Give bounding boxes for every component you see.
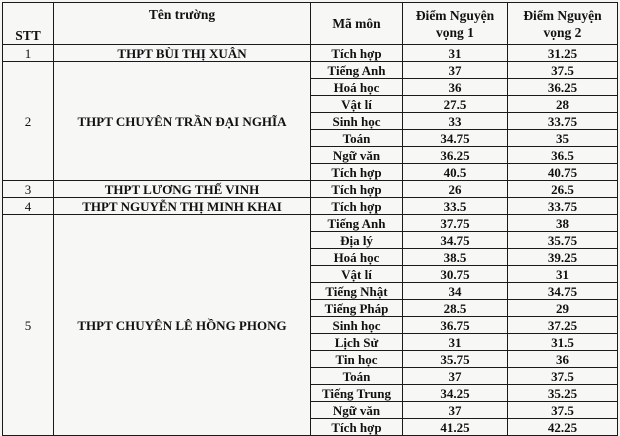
score-nv1-cell: 34.25 xyxy=(403,385,508,402)
score-nv2-cell: 26.5 xyxy=(508,181,618,198)
table-row xyxy=(3,181,618,198)
school-stt: 3 xyxy=(3,181,54,198)
score-nv1-cell: 26 xyxy=(403,181,508,198)
score-nv2-cell: 28 xyxy=(508,96,618,113)
score-nv2-cell: 35 xyxy=(508,130,618,147)
school-name: THPT BÙI THỊ XUÂN xyxy=(54,45,311,62)
table-row xyxy=(3,45,618,62)
subject-cell: Vật lí xyxy=(311,266,403,283)
school-name: THPT NGUYỄN THỊ MINH KHAI xyxy=(54,198,311,215)
subject-cell: Lịch Sử xyxy=(311,334,403,351)
header-school: Tên trường xyxy=(54,3,311,45)
score-nv2-cell: 37.5 xyxy=(508,62,618,79)
score-nv2-cell: 36 xyxy=(508,351,618,368)
score-nv2-cell: 42.25 xyxy=(508,419,618,436)
score-nv1-cell: 31 xyxy=(403,45,508,62)
score-nv2-cell: 40.75 xyxy=(508,164,618,181)
subject-cell: Tích hợp xyxy=(311,164,403,181)
score-nv1-cell: 35.75 xyxy=(403,351,508,368)
subject-cell: Tiếng Trung xyxy=(311,385,403,402)
score-nv1-cell: 27.5 xyxy=(403,96,508,113)
school-name: THPT CHUYÊN TRẦN ĐẠI NGHĨA xyxy=(54,62,311,181)
score-nv1-cell: 37 xyxy=(403,402,508,419)
subject-cell: Tiếng Nhật xyxy=(311,283,403,300)
subject-cell: Tiếng Anh xyxy=(311,215,403,232)
score-nv2-cell: 37.25 xyxy=(508,317,618,334)
school-stt: 4 xyxy=(3,198,54,215)
score-nv1-cell: 37 xyxy=(403,62,508,79)
score-nv2-cell: 33.75 xyxy=(508,198,618,215)
subject-cell: Tích hợp xyxy=(311,198,403,215)
header-subject: Mã môn xyxy=(311,3,403,45)
score-nv1-cell: 41.25 xyxy=(403,419,508,436)
school-stt: 5 xyxy=(3,215,54,436)
score-nv2-cell: 34.75 xyxy=(508,283,618,300)
score-nv1-cell: 38.5 xyxy=(403,249,508,266)
score-nv2-cell: 36.5 xyxy=(508,147,618,164)
admission-scores-table xyxy=(2,2,618,436)
subject-cell: Sinh học xyxy=(311,113,403,130)
score-nv1-cell: 31 xyxy=(403,334,508,351)
score-nv2-cell: 29 xyxy=(508,300,618,317)
subject-cell: Tích hợp xyxy=(311,45,403,62)
score-nv1-cell: 40.5 xyxy=(403,164,508,181)
score-nv1-cell: 28.5 xyxy=(403,300,508,317)
subject-cell: Tiếng Pháp xyxy=(311,300,403,317)
subject-cell: Tích hợp xyxy=(311,419,403,436)
table-row xyxy=(3,62,618,79)
score-nv2-cell: 39.25 xyxy=(508,249,618,266)
header-nv1: Điểm Nguyện vọng 1 xyxy=(403,3,508,45)
table-row xyxy=(3,198,618,215)
score-nv1-cell: 30.75 xyxy=(403,266,508,283)
score-nv1-cell: 33.5 xyxy=(403,198,508,215)
school-stt: 1 xyxy=(3,45,54,62)
score-nv1-cell: 36.25 xyxy=(403,147,508,164)
score-nv2-cell: 36.25 xyxy=(508,79,618,96)
score-nv1-cell: 34.75 xyxy=(403,130,508,147)
table-row xyxy=(3,215,618,232)
subject-cell: Hoá học xyxy=(311,79,403,96)
subject-cell: Tin học xyxy=(311,351,403,368)
subject-cell: Sinh học xyxy=(311,317,403,334)
score-nv1-cell: 33 xyxy=(403,113,508,130)
header-nv2: Điểm Nguyện vọng 2 xyxy=(508,3,618,45)
table-body xyxy=(3,45,618,436)
score-nv2-cell: 35.75 xyxy=(508,232,618,249)
header-stt: STT xyxy=(3,3,54,45)
score-nv2-cell: 31.25 xyxy=(508,45,618,62)
score-nv2-cell: 37.5 xyxy=(508,368,618,385)
subject-cell: Vật lí xyxy=(311,96,403,113)
score-nv2-cell: 31 xyxy=(508,266,618,283)
score-nv2-cell: 33.75 xyxy=(508,113,618,130)
score-nv1-cell: 34 xyxy=(403,283,508,300)
school-name: THPT LƯƠNG THẾ VINH xyxy=(54,181,311,198)
score-nv1-cell: 36 xyxy=(403,79,508,96)
score-nv2-cell: 38 xyxy=(508,215,618,232)
score-nv2-cell: 37.5 xyxy=(508,402,618,419)
school-stt: 2 xyxy=(3,62,54,181)
subject-cell: Địa lý xyxy=(311,232,403,249)
score-nv2-cell: 31.5 xyxy=(508,334,618,351)
score-nv1-cell: 37 xyxy=(403,368,508,385)
subject-cell: Ngữ văn xyxy=(311,147,403,164)
subject-cell: Toán xyxy=(311,130,403,147)
school-name: THPT CHUYÊN LÊ HỒNG PHONG xyxy=(54,215,311,436)
header-row xyxy=(3,3,618,45)
subject-cell: Tiếng Anh xyxy=(311,62,403,79)
score-nv1-cell: 36.75 xyxy=(403,317,508,334)
score-nv2-cell: 35.25 xyxy=(508,385,618,402)
subject-cell: Tích hợp xyxy=(311,181,403,198)
subject-cell: Hoá học xyxy=(311,249,403,266)
score-nv1-cell: 34.75 xyxy=(403,232,508,249)
subject-cell: Ngữ văn xyxy=(311,402,403,419)
score-nv1-cell: 37.75 xyxy=(403,215,508,232)
subject-cell: Toán xyxy=(311,368,403,385)
